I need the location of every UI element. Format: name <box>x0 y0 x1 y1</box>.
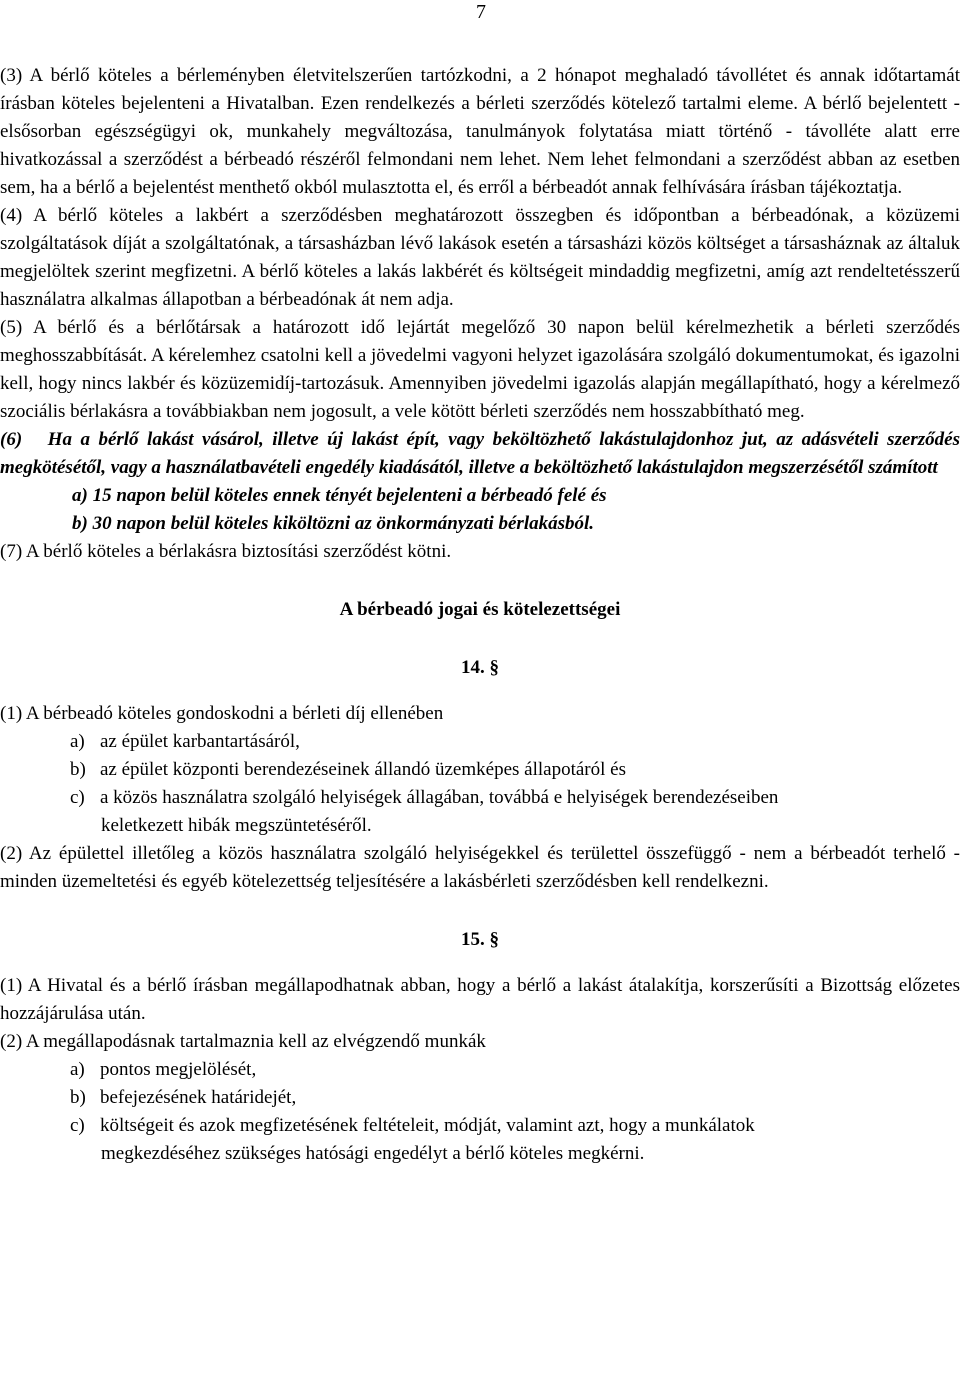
list-item-15-2-c-continued: megkezdéséhez szükséges hatósági engedélyt a bérlő köteles megkérni. <box>101 1143 645 1164</box>
list-text: az épület központi berendezéseinek állandó üzemképes állapotáról és <box>100 759 626 780</box>
list-text: az épület karbantartásáról, <box>100 731 300 752</box>
list-item-14-1-b <box>0 756 960 784</box>
paragraph-13-6-a: a) 15 napon belül köteles ennek tényét bejelenteni a bérbeadó felé és <box>72 485 607 506</box>
list-label: b) <box>70 1087 86 1108</box>
paragraph-13-6-number: (6) <box>0 429 23 450</box>
list-item-14-1-c-continued: keletkezett hibák megszüntetéséről. <box>101 815 372 836</box>
paragraph-15-2: (2) A megállapodásnak tartalmaznia kell az elvégzendő munkák <box>0 1031 486 1052</box>
list-item-14-1-a <box>0 728 960 756</box>
paragraph-13-7: (7) A bérlő köteles a bérlakásra biztosítási szerződést kötni. <box>0 541 452 562</box>
list-text: a közös használatra szolgáló helyiségek állagában, továbbá e helyiségek berendezéseiben <box>100 787 779 808</box>
paragraph-14-1: (1) A bérbeadó köteles gondoskodni a bérleti díj ellenében <box>0 703 444 724</box>
list-text: pontos megjelölését, <box>100 1059 257 1080</box>
list-label: b) <box>70 759 86 780</box>
section-heading: A bérbeadó jogai és kötelezettségei <box>339 599 621 620</box>
paragraph-14-2: (2) Az épülettel illetőleg a közös használatra szolgáló helyiségekkel és területtel összefüggő - nem a bérbeadót terhelő - minden üzemeltetési és egyéb kötelezettség teljesítésére a lakásbérleti szerződésben kell rendelkezni. <box>0 843 960 892</box>
paragraph-13-6-text: Ha a bérlő lakást vásárol, illetve új lakást épít, vagy beköltözhető lakástulajdonhoz jut, az adásvételi szerződés megkötésétől, vagy a használatbavételi engedély kiadásától, illetve a beköltözhető lakástulajdon megszerzésétől számított <box>0 429 960 478</box>
list-text: költségeit és azok megfizetésének feltételeit, módját, valamint azt, hogy a munkálatok <box>100 1115 755 1136</box>
paragraph-13-3: (3) A bérlő köteles a bérleményben életvitelszerűen tartózkodni, a 2 hónapot meghaladó távollétet és annak időtartamát írásban köteles bejelenteni a Hivatalban. Ezen rendelkezés a bérleti szerződés kötelező tartalmi eleme. A bérlő bejelentett - elsősorban egészségügyi ok, munkahely megváltozása, tanulmányok folytatása miatt történő - távolléte alatt erre hivatkozással a szerződést a bérbeadó részéről felmondani nem lehet. Nem lehet felmondani a szerződést abban az esetben sem, ha a bérlő a bejelentést menthető okból mulasztotta el, és erről a bérbeadót annak felhívására írásban tájékoztatja. <box>0 65 960 198</box>
list-item-15-2-a <box>0 1056 960 1084</box>
page-number: 7 <box>476 1 486 23</box>
list-label: c) <box>70 1115 85 1136</box>
paragraph-13-6 <box>0 426 960 482</box>
section-14-number: 14. § <box>461 657 499 678</box>
list-label: a) <box>70 1059 85 1080</box>
list-label: a) <box>70 731 85 752</box>
list-text: befejezésének határidejét, <box>100 1087 297 1108</box>
paragraph-13-4: (4) A bérlő köteles a lakbért a szerződésben meghatározott összegben és időpontban a bérbeadónak, a közüzemi szolgáltatások díját a szolgáltatónak, a társasházban lévő lakások esetén a társasházi közös költséget a társasháznak az általuk megjelöltek szerint megfizetni. A bérlő köteles a lakás lakbérét és költségeit mindaddig megfizetni, amíg azt rendeltetésszerű használatra alkalmas állapotban a bérbeadónak át nem adja. <box>0 205 960 310</box>
document-body <box>0 62 960 1168</box>
list-item-14-1-c <box>0 784 960 812</box>
paragraph-13-6-b: b) 30 napon belül köteles kiköltözni az önkormányzati bérlakásból. <box>72 513 595 534</box>
paragraph-15-1: (1) A Hivatal és a bérlő írásban megállapodhatnak abban, hogy a bérlő a lakást átalakítja, korszerűsíti a Bizottság előzetes hozzájárulása után. <box>0 975 960 1024</box>
list-item-15-2-c <box>0 1112 960 1140</box>
list-label: c) <box>70 787 85 808</box>
paragraph-13-5: (5) A bérlő és a bérlőtársak a határozott idő lejártát megelőző 30 napon belül kérelmezhetik a bérleti szerződés meghosszabbítását. A kérelemhez csatolni kell a jövedelmi vagyoni helyzet igazolására szolgáló dokumentumokat, és igazolni kell, hogy nincs lakbér és közüzemidíj-tartozásuk. Amennyiben jövedelmi igazolás alapján megállapítható, hogy a kérelmező szociális bérlakásra a továbbiakban nem jogosult, a vele kötött bérleti szerződés nem hosszabbítható meg. <box>0 317 960 422</box>
list-item-15-2-b <box>0 1084 960 1112</box>
section-15-number: 15. § <box>461 929 499 950</box>
